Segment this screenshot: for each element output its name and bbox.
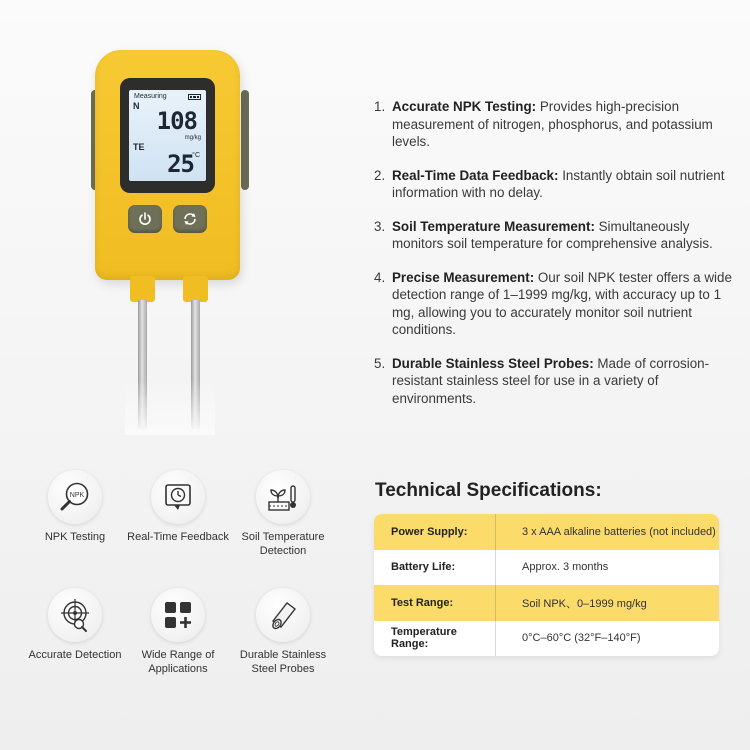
feature-number: 2. bbox=[374, 167, 386, 183]
icon-label: NPK Testing bbox=[44, 531, 106, 543]
feature-title: Accurate NPK Testing: bbox=[392, 99, 537, 114]
spec-key: Temperature Range: bbox=[374, 621, 496, 657]
icon-label: Durable Stainless Steel Probes bbox=[239, 649, 327, 675]
feature-number: 4. bbox=[374, 269, 386, 285]
mode-button[interactable] bbox=[173, 205, 207, 233]
spec-row bbox=[374, 550, 719, 586]
lcd-nutrient-value: 108 bbox=[156, 107, 197, 135]
spec-row bbox=[374, 585, 719, 621]
npk-magnifier-icon bbox=[48, 470, 102, 524]
refresh-icon bbox=[182, 211, 198, 227]
spec-key: Battery Life: bbox=[374, 550, 496, 586]
battery-icon bbox=[188, 94, 201, 100]
feature-text-wrap bbox=[392, 269, 739, 339]
feature-title: Durable Stainless Steel Probes: bbox=[392, 355, 594, 371]
icon-label: Soil Temperature Detection bbox=[241, 531, 325, 557]
spec-key: Power Supply: bbox=[374, 514, 496, 550]
power-button[interactable] bbox=[128, 205, 162, 233]
crosshair-target-icon bbox=[48, 588, 102, 642]
plant-thermometer-icon bbox=[256, 470, 310, 524]
feature-item bbox=[374, 269, 739, 339]
feature-item bbox=[374, 167, 739, 202]
feature-desc: Simultaneously monitors soil temperature for comprehensive analysis. bbox=[392, 218, 713, 251]
screen-frame bbox=[120, 78, 215, 193]
feature-text-wrap bbox=[392, 355, 739, 408]
probe-neck-right bbox=[183, 276, 208, 302]
feature-title: Precise Measurement: bbox=[392, 269, 535, 285]
icon-card-wide-range bbox=[123, 588, 233, 676]
feature-desc: Our soil NPK tester offers a wide detection range of 1–1999 mg/kg, with accuracy up to 1 mg, allowing you to accurately monitor soil nutrient conditions. bbox=[392, 269, 732, 337]
feature-number: 1. bbox=[374, 99, 386, 114]
feature-text-wrap bbox=[392, 98, 739, 151]
grid-plus-icon bbox=[151, 588, 205, 642]
specs-heading: Technical Specifications: bbox=[375, 480, 602, 501]
icon-card-accurate-detection bbox=[20, 588, 130, 663]
feature-item bbox=[374, 355, 739, 408]
icon-card-npk-testing bbox=[20, 470, 130, 545]
feature-desc: Provides high-precision measurement of nitrogen, phosphorus, and potassium levels. bbox=[392, 99, 713, 149]
icon-label: Accurate Detection bbox=[28, 649, 122, 661]
right-grip bbox=[241, 90, 249, 190]
npk-badge-text: NPK bbox=[69, 492, 85, 499]
spec-key: Test Range: bbox=[374, 585, 496, 621]
feature-title: Real-Time Data Feedback: bbox=[392, 167, 559, 183]
lcd-nutrient-unit: mg/kg bbox=[184, 135, 201, 141]
lcd-status: Measuring bbox=[134, 93, 167, 100]
feature-list bbox=[374, 98, 739, 423]
feature-title: Soil Temperature Measurement: bbox=[392, 218, 595, 234]
specs-table bbox=[374, 514, 719, 656]
icon-label: Wide Range of Applications bbox=[141, 649, 215, 675]
feature-text-wrap bbox=[392, 167, 739, 202]
lcd-nutrient-letter: N bbox=[133, 101, 140, 111]
icon-card-real-time-feedback bbox=[123, 470, 233, 545]
icon-card-durable-probes bbox=[228, 588, 338, 676]
icon-label: Real-Time Feedback bbox=[127, 531, 229, 543]
lcd-temp-value: 25 bbox=[167, 150, 194, 178]
feature-item bbox=[374, 218, 739, 253]
spec-row bbox=[374, 514, 719, 550]
power-icon bbox=[137, 211, 153, 227]
steel-pipe-icon bbox=[256, 588, 310, 642]
device-body bbox=[95, 50, 240, 280]
probe-fade bbox=[125, 380, 215, 435]
feature-text-wrap bbox=[392, 218, 739, 253]
feature-item bbox=[374, 98, 739, 151]
clock-chat-icon bbox=[151, 470, 205, 524]
soil-tester-device bbox=[95, 50, 245, 430]
feature-number: 5. bbox=[374, 355, 386, 371]
spec-value: 3 x AAA alkaline batteries (not included) bbox=[522, 525, 716, 538]
spec-value: Approx. 3 months bbox=[522, 561, 609, 574]
lcd-temp-label: TE bbox=[133, 142, 145, 152]
spec-value: 0°C–60°C (32°F–140°F) bbox=[522, 632, 641, 645]
feature-number: 3. bbox=[374, 218, 386, 234]
spec-row bbox=[374, 621, 719, 657]
feature-desc: Made of corrosion-resistant stainless steel for use in a variety of environments. bbox=[392, 355, 710, 406]
lcd-temp-unit: °C bbox=[192, 152, 200, 159]
probe-neck-left bbox=[130, 276, 155, 302]
spec-value: Soil NPK、0–1999 mg/kg bbox=[522, 597, 647, 610]
lcd-display bbox=[129, 90, 206, 181]
icon-card-soil-temperature bbox=[228, 470, 338, 558]
feature-desc: Instantly obtain soil nutrient information with no delay. bbox=[392, 167, 725, 200]
